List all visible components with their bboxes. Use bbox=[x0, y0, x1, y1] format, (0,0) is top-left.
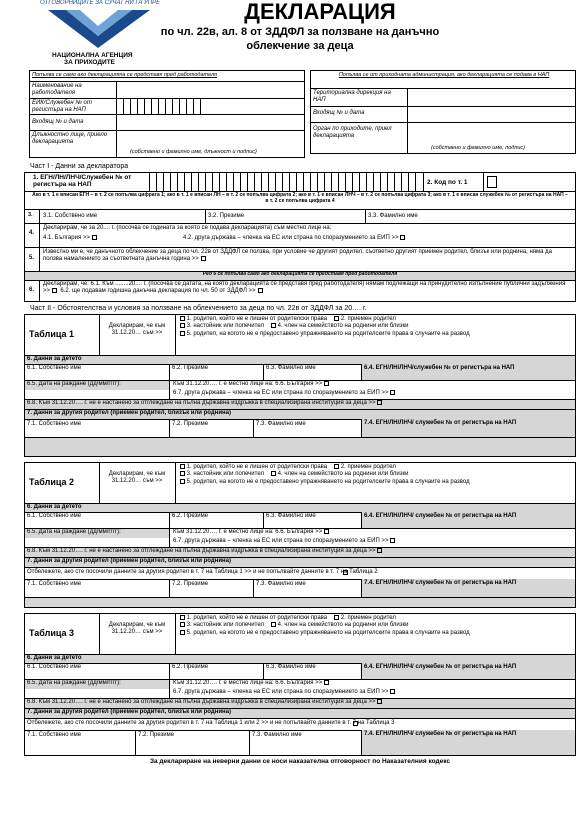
nap-box bbox=[310, 70, 576, 154]
part1-title: Част I - Данни за декларатора bbox=[30, 163, 129, 170]
t1-other-middle-name[interactable]: 7.2. Презиме bbox=[172, 421, 209, 427]
t3-other-parent-section: 7. Данни за другия родител (приемен родител, близък или роднина) bbox=[25, 709, 575, 718]
employer-sign-note: (собствено и фамилно име, длъжност и подпис) bbox=[130, 149, 257, 155]
t3-institution-label: 6.8. Към 31.12.20…. г. не е настанено за отглеждане на пълна държавна издръжка в специализирана институция за деца >> bbox=[27, 699, 376, 706]
table-3-options bbox=[178, 615, 572, 637]
t3-opt4: 4. член на семейството на роднини или близки bbox=[277, 622, 409, 629]
residency-eu-checkbox[interactable] bbox=[400, 235, 405, 240]
t1-opt4: 4. член на семейството на роднини или близки bbox=[277, 323, 409, 330]
t2-opt4: 4. член на семейството на роднини или близки bbox=[277, 471, 409, 478]
t1-opt2-checkbox[interactable] bbox=[334, 316, 339, 321]
t2-institution-checkbox[interactable] bbox=[377, 548, 382, 553]
t3-institution bbox=[25, 699, 575, 708]
table-1-title: Таблица 1 bbox=[29, 329, 75, 339]
t2-opt1-checkbox[interactable] bbox=[180, 464, 185, 469]
table-2 bbox=[24, 462, 576, 608]
t2-opt3: 3. настойник или попечител bbox=[186, 471, 264, 478]
t2-opt3-checkbox[interactable] bbox=[180, 471, 185, 476]
t3-opt2-checkbox[interactable] bbox=[334, 615, 339, 620]
residency-eu-label: 4.2. друга държава – членка на ЕС или страна по споразумението за ЕИП >> bbox=[183, 235, 399, 242]
t2-mark-text: Отбележете, ако сте посочили данните за другия родител в т. 7 на Таблица 1 >> и не попълвайте данните в т. 7 на Таблица 2 bbox=[27, 569, 378, 575]
t3-opt3: 3. настойник или попечител bbox=[186, 622, 264, 629]
row6-statement bbox=[43, 281, 571, 295]
code-note: Ако в т. 1 е вписан ЕГН – в т. 2 се попълва цифрата 1; ако в т. 1 е вписан ЛН – в т. 2 се попълва цифрата 2; ако в т. 1 е вписан ЛНЧ – в т. 2 се попълва цифрата 3; ако в т. 1 е вписан служебен № от регистъра на НАП – в т. 2 се попълва цифрата 4 bbox=[32, 192, 568, 204]
t2-opt1: 1. родител, който не е лишен от родителски права bbox=[186, 464, 328, 471]
t3-res-eu-checkbox[interactable] bbox=[390, 689, 395, 694]
t3-other-last-name[interactable]: 7.3. Фамилно име bbox=[252, 732, 302, 738]
employer-box bbox=[29, 70, 305, 158]
t3-other-middle-name[interactable]: 7.2. Презиме bbox=[138, 732, 175, 738]
t2-child-first-name[interactable]: 6.1. Собствено име bbox=[27, 513, 82, 519]
row5-number: 5. bbox=[29, 255, 35, 261]
page-title: ДЕКЛАРАЦИЯ bbox=[244, 0, 396, 24]
t3-res-eu-label: 6.7. друга държава – членка на ЕС или страна по споразумението за ЕИП >> bbox=[173, 689, 389, 696]
t2-res-bg-checkbox[interactable] bbox=[324, 529, 329, 534]
t2-opt5: 5. родител, на когото не е предоставено упражняването на родителските права в случаите на развод bbox=[186, 478, 470, 485]
nap-officer-label: Орган по приходите, приел декларацията bbox=[313, 126, 392, 139]
t3-opt5: 5. родител, на когото не е предоставено упражняването на родителските права в случаите на развод bbox=[186, 629, 470, 636]
t2-child-section: 6. Данни за детето bbox=[25, 504, 575, 512]
nap-sign-note: (собствено и фамилно име, подпис) bbox=[431, 145, 526, 151]
t3-other-egn[interactable] bbox=[362, 730, 575, 755]
t1-opt3: 3. настойник или попечител bbox=[186, 323, 264, 330]
row5-checkbox[interactable] bbox=[201, 256, 206, 261]
t1-opt1: 1. родител, който не е лишен от родителски права bbox=[186, 316, 328, 323]
employer-name-label: Наименование на работодателя bbox=[32, 83, 82, 96]
t2-child-egn[interactable] bbox=[362, 512, 575, 528]
nap-incoming-label: Входящ № и дата bbox=[313, 110, 365, 116]
t3-opt3-checkbox[interactable] bbox=[180, 622, 185, 627]
t1-separator bbox=[25, 438, 575, 456]
t2-opt5-checkbox[interactable] bbox=[180, 479, 185, 484]
t1-opt3-checkbox[interactable] bbox=[180, 323, 185, 328]
t3-opt5-checkbox[interactable] bbox=[180, 630, 185, 635]
t2-child-last-name[interactable]: 6.3. Фамилно име bbox=[266, 513, 316, 519]
agency-name-2: ЗА ПРИХОДИТЕ bbox=[64, 59, 115, 66]
t2-other-last-name[interactable]: 7.3. Фамилно име bbox=[256, 581, 306, 587]
t1-opt5: 5. родител, на когото не е предоставено упражняването на родителските права в случаите на развод bbox=[186, 330, 470, 337]
t3-child-section: 6. Данни за детето bbox=[25, 655, 575, 663]
t2-other-parent-section: 7. Данни за другия родител (приемен родител, близък или роднина) bbox=[25, 558, 575, 567]
t1-opt1-checkbox[interactable] bbox=[180, 316, 185, 321]
t2-other-first-name[interactable]: 7.1. Собствено име bbox=[27, 581, 82, 587]
t1-opt4-checkbox[interactable] bbox=[271, 323, 276, 328]
middle-name-field[interactable]: 3.2. Презиме bbox=[208, 213, 245, 219]
t2-res-bg bbox=[173, 529, 329, 536]
t3-other-first-name[interactable]: 7.1. Собствено име bbox=[27, 732, 82, 738]
t1-child-birthdate-label: 6.5. Дата на раждане (дд/мм/гггг): bbox=[25, 381, 169, 390]
t2-res-bg-label: Към 31.12.20…. г. е местно лице на: 6.6. България >> bbox=[173, 529, 323, 536]
egn-cells[interactable] bbox=[149, 173, 423, 191]
t2-other-middle-name[interactable]: 7.2. Презиме bbox=[172, 581, 209, 587]
t3-other-egn-label: 7.4. ЕГН/ЛН/ЛНЧ/ служебен № от регистъра на НАП bbox=[364, 731, 517, 737]
row6-1-checkbox[interactable] bbox=[52, 288, 57, 293]
t1-other-egn[interactable] bbox=[362, 419, 575, 437]
t2-other-egn[interactable] bbox=[362, 579, 575, 597]
t1-other-egn-label: 7.4. ЕГН/ЛН/ЛНЧ/ служебен № от регистъра на НАП bbox=[364, 420, 517, 426]
t3-opt4-checkbox[interactable] bbox=[271, 622, 276, 627]
t1-res-eu bbox=[173, 390, 395, 397]
employer-eik-cells[interactable] bbox=[117, 98, 208, 114]
t3-child-egn[interactable] bbox=[362, 663, 575, 679]
t2-child-birthdate-label: 6.5. Дата на раждане (дд/мм/гггг): bbox=[25, 529, 169, 538]
residency-bg-label: 4.1. България >> bbox=[43, 235, 90, 242]
table-2-title: Таблица 2 bbox=[29, 477, 75, 487]
t2-child-egn-label: 6.4. ЕГН/ЛН/ЛНЧ/ служебен № от регистъра на НАП bbox=[364, 513, 517, 519]
code-input[interactable] bbox=[487, 176, 497, 188]
t1-opt2: 2. приемен родител bbox=[340, 316, 396, 323]
employer-official-label: Длъжностно лице, приело декларацията bbox=[32, 132, 108, 145]
t1-institution-checkbox[interactable] bbox=[377, 400, 382, 405]
t3-institution-checkbox[interactable] bbox=[377, 699, 382, 704]
t2-mark-checkbox[interactable] bbox=[343, 570, 348, 575]
t3-res-eu bbox=[173, 689, 395, 696]
t2-opt4-checkbox[interactable] bbox=[271, 471, 276, 476]
t3-res-bg-label: Към 31.12.20…. г. е местно лице на: 6.6. България >> bbox=[173, 680, 323, 687]
t1-res-bg-checkbox[interactable] bbox=[324, 381, 329, 386]
table-2-options bbox=[178, 464, 572, 486]
code-label: 2. Код по т. 1 bbox=[427, 179, 468, 186]
t2-other-egn-label: 7.4. ЕГН/ЛН/ЛНЧ/ служебен № от регистъра на НАП bbox=[364, 580, 517, 586]
table-3 bbox=[24, 613, 576, 756]
nap-box-title: Попълва се от приходната администрация, ако декларацията се подава в НАП bbox=[338, 72, 550, 78]
t3-child-birthdate-label: 6.5. Дата на раждане (дд/мм/гггг): bbox=[25, 680, 169, 689]
t2-child-middle-name[interactable]: 6.2. Презиме bbox=[172, 513, 209, 519]
t2-res-eu-checkbox[interactable] bbox=[390, 538, 395, 543]
part2-title: Част II - Обстоятелства и условия за ползване на облекчението за деца по чл. 22в от ЗДДФЛ за 20…. г. bbox=[30, 305, 367, 312]
employer-incoming-label: Входящ № и дата bbox=[32, 119, 84, 125]
agency-arc-text: ОТГОВОРНИЦИТЕ ЗА СУЧАТ НИ ГА УПРЕ bbox=[40, 0, 161, 6]
t3-mark-row bbox=[27, 720, 573, 727]
row4-number: 4. bbox=[29, 230, 35, 236]
table-2-declare: Декларирам, че към 31.12.20… съм >> bbox=[108, 471, 166, 484]
table-1-declare: Декларирам, че към 31.12.20… съм >> bbox=[108, 323, 166, 336]
t3-child-middle-name[interactable]: 6.2. Презиме bbox=[172, 664, 209, 670]
table-1 bbox=[24, 314, 576, 457]
t3-mark-checkbox[interactable] bbox=[353, 721, 358, 726]
row5-statement bbox=[43, 249, 563, 263]
t3-res-bg-checkbox[interactable] bbox=[324, 680, 329, 685]
t1-institution-label: 6.8. Към 31.12.20…. г. не е настанено за отглеждане на пълна държавна издръжка в специализирана институция за деца >> bbox=[27, 400, 376, 407]
employer-box-title: Попълва се само ако декларацията се представя пред работодателя bbox=[32, 72, 217, 78]
t1-other-last-name[interactable]: 7.3. Фамилно име bbox=[256, 421, 306, 427]
last-name-field[interactable]: 3.3. Фамилно име bbox=[368, 213, 418, 219]
t2-res-eu bbox=[173, 538, 395, 545]
footer-warning: За деклариране на неверни данни се носи наказателна отговорност по Наказателния кодекс bbox=[149, 758, 451, 765]
table-1-options bbox=[178, 316, 572, 338]
t2-opt2-checkbox[interactable] bbox=[334, 464, 339, 469]
row3-number: 3. bbox=[28, 212, 33, 218]
t1-other-first-name[interactable]: 7.1. Собствено име bbox=[27, 421, 82, 427]
part1-table bbox=[24, 172, 576, 302]
t1-child-first-name[interactable]: 6.1. Собствено име bbox=[27, 365, 82, 371]
t1-res-eu-checkbox[interactable] bbox=[390, 390, 395, 395]
t3-res-bg bbox=[173, 680, 329, 687]
t2-res-eu-label: 6.7. друга държава – членка на ЕС или страна по споразумението за ЕИП >> bbox=[173, 538, 389, 545]
agency-name: НАЦИОНАЛНА АГЕНЦИЯ bbox=[52, 52, 133, 59]
residency-eu[interactable] bbox=[183, 235, 405, 242]
residency-bg-checkbox[interactable] bbox=[92, 235, 97, 240]
t1-child-last-name[interactable]: 6.3. Фамилно име bbox=[266, 365, 316, 371]
t1-child-middle-name[interactable]: 6.2. Презиме bbox=[172, 365, 209, 371]
row6-2-checkbox[interactable] bbox=[258, 288, 263, 293]
row6-text-b: 6.2. ще подавам годишна данъчна декларация по чл. 50 от ЗДДФЛ >> bbox=[60, 287, 256, 294]
t2-institution-label: 6.8. Към 31.12.20…. г. не е настанено за отглеждане на пълна държавна издръжка в специализирана институция за деца >> bbox=[27, 548, 376, 555]
residency-declaration: Декларирам, че за 20.... г. (посочва се годината за която се подава декларацията) съм местно лице на: bbox=[43, 225, 332, 231]
t1-child-section: 6. Данни за детето bbox=[25, 356, 575, 364]
nap-directorate-label: Териториална дирекция на НАП bbox=[313, 90, 391, 103]
table-3-declare: Декларирам, че към 31.12.20… съм >> bbox=[108, 622, 166, 635]
t1-other-parent-section: 7. Данни за другия родител (приемен родител, близък или роднина) bbox=[25, 410, 575, 419]
t1-child-egn-label: 6.4. ЕГН/ЛН/ЛНЧ/служебен № от регистъра на НАП bbox=[364, 365, 515, 371]
t1-institution bbox=[25, 400, 575, 409]
t2-separator bbox=[25, 598, 575, 607]
first-name-field[interactable]: 3.1. Собствено име bbox=[43, 213, 98, 219]
table-3-title: Таблица 3 bbox=[29, 628, 75, 638]
t2-mark-row bbox=[27, 569, 573, 576]
t1-child-egn[interactable] bbox=[362, 364, 575, 380]
row5-text: Известно ми е, че данъчното облекчение за деца по чл. 22в от ЗДДФЛ се ползва, при условие че другият родител, съответно другият приемен родител, близък или роднина, няма да ползва намалението за съответната данъчна година >> bbox=[43, 249, 553, 262]
t1-res-bg bbox=[173, 381, 329, 388]
t1-res-eu-label: 6.7. друга държава – членка на ЕС или страна по споразумението за ЕИП >> bbox=[173, 390, 389, 397]
t3-opt2: 2. приемен родител bbox=[340, 615, 396, 622]
t3-opt1-checkbox[interactable] bbox=[180, 615, 185, 620]
t3-child-egn-label: 6.4. ЕГН/ЛН/ЛНЧ/ служебен № от регистъра на НАП bbox=[364, 664, 517, 670]
employer-eik-label: ЕИК/Служебен № от регистъра на НАП bbox=[32, 100, 92, 113]
t2-opt2: 2. приемен родител bbox=[340, 464, 396, 471]
row6-note: Ред 6 се попълва само ако декларацията се представя пред работодателя bbox=[25, 272, 575, 280]
t2-institution bbox=[25, 548, 575, 557]
t1-res-bg-label: Към 31.12.20…. г. е местно лице на: 6.6. България >> bbox=[173, 381, 323, 388]
row6-text-a: Декларирам, че: 6.1. Към ........20.... г. (посочва се датата, на която декларацията се представя пред работодателя) нямам подлежащи на принудително изпълнение публични задължения >> bbox=[43, 281, 566, 294]
t3-opt1: 1. родител, който не е лишен от родителски права bbox=[186, 615, 328, 622]
egn-label: 1. ЕГН/ЛН/ЛНЧ/Служебен № от регистъра на НАП bbox=[33, 174, 132, 189]
t3-child-first-name[interactable]: 6.1. Собствено име bbox=[27, 664, 82, 670]
residency-bg[interactable] bbox=[43, 235, 97, 242]
row6-number: 6. bbox=[29, 287, 35, 293]
t1-opt5-checkbox[interactable] bbox=[180, 331, 185, 336]
page-subtitle: по чл. 22в, ал. 8 от ЗДДФЛ за ползване на данъчно bbox=[160, 26, 440, 38]
t3-mark-text: Отбележете, ако сте посочили данните за другия родител в т. 7 на Таблица 1 или 2 >> и не попълвайте данните в т. 7 на Таблица 3 bbox=[27, 720, 395, 726]
t3-child-last-name[interactable]: 6.3. Фамилно име bbox=[266, 664, 316, 670]
page-subtitle-2: облекчение за деца bbox=[246, 40, 354, 52]
